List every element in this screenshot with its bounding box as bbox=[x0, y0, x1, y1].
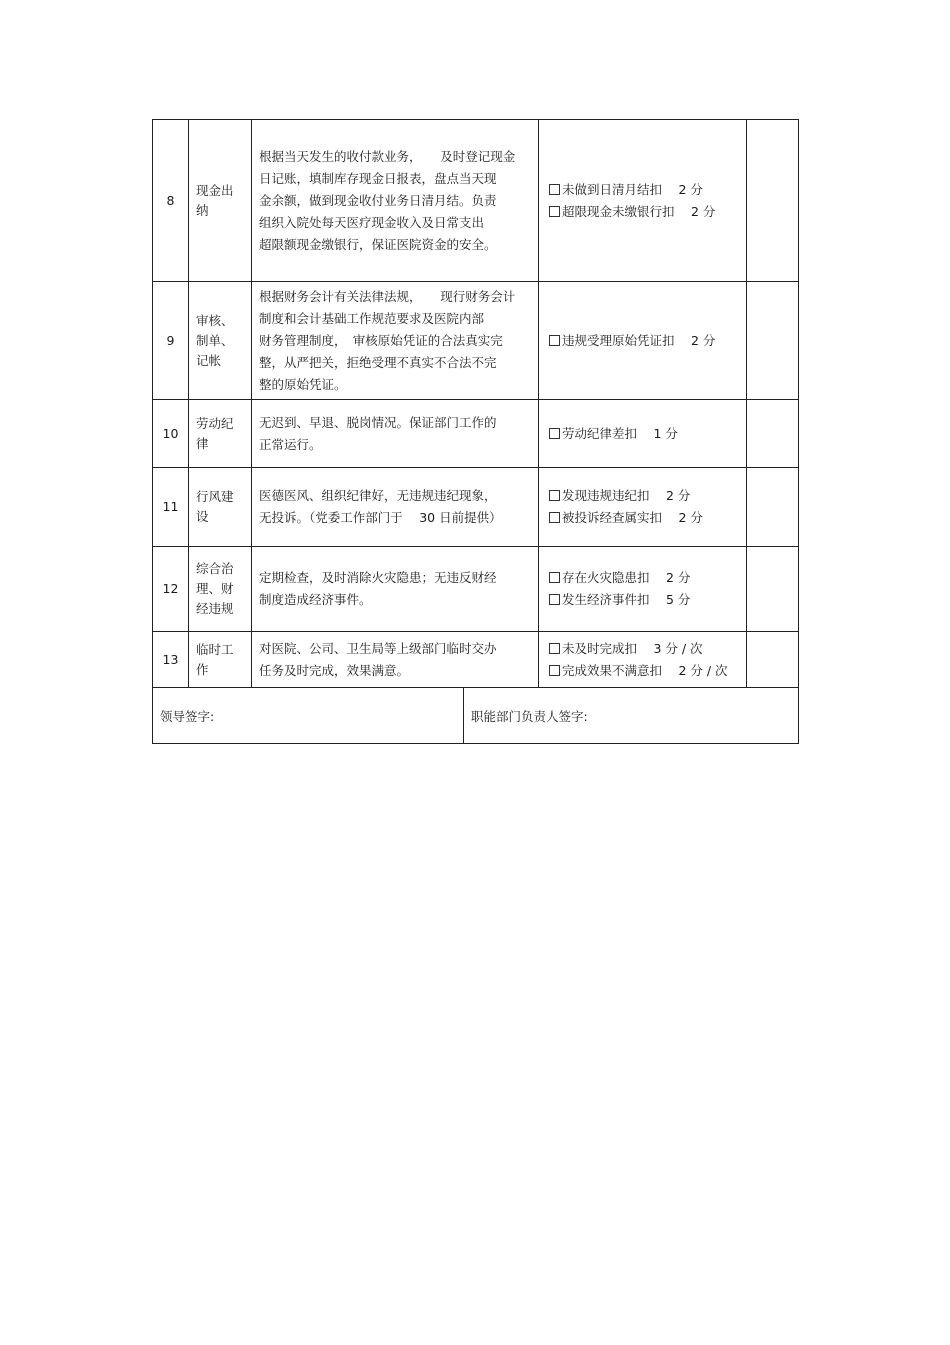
deduction-label: 超限现金未缴银行扣 2 分 bbox=[562, 203, 716, 219]
deduction-option bbox=[549, 507, 740, 529]
assessment-item-line: 综合治 bbox=[196, 561, 234, 576]
deduction-option bbox=[549, 179, 740, 201]
assessment-standard-line: 无迟到、早退、脱岗情况。保证部门工作的 bbox=[259, 414, 497, 430]
score-cell[interactable] bbox=[747, 547, 799, 632]
score-cell[interactable] bbox=[747, 632, 799, 688]
assessment-standard-line: 定期检查，及时消除火灾隐患；无违反财经 bbox=[259, 570, 497, 585]
deduction-checkbox[interactable] bbox=[549, 428, 560, 439]
score-cell[interactable] bbox=[747, 120, 799, 282]
assessment-standard-line: 制度造成经济事件。 bbox=[259, 592, 372, 607]
deduction-option bbox=[549, 589, 740, 611]
assessment-sheet bbox=[152, 119, 798, 744]
assessment-item bbox=[189, 547, 252, 632]
deduction-label: 未做到日清月结扣 2 分 bbox=[562, 181, 703, 197]
assessment-standard bbox=[252, 282, 539, 400]
assessment-item-line: 设 bbox=[196, 509, 209, 524]
assessment-item-line: 临时工 bbox=[196, 641, 234, 657]
assessment-standard-line: 整，从严把关，拒绝受理不真实不合法不完 bbox=[259, 354, 497, 370]
deduction-rules bbox=[539, 468, 747, 547]
table-row bbox=[153, 547, 799, 632]
deduction-option bbox=[549, 201, 740, 223]
department-head-signature-cell[interactable] bbox=[464, 688, 799, 744]
deduction-label: 被投诉经查属实扣 2 分 bbox=[562, 510, 703, 525]
assessment-item-line: 律 bbox=[196, 435, 209, 451]
signature-table bbox=[152, 687, 799, 744]
assessment-item-line: 纳 bbox=[196, 202, 209, 218]
assessment-table-body bbox=[153, 120, 799, 688]
deduction-option bbox=[549, 485, 740, 507]
deduction-checkbox[interactable] bbox=[549, 643, 560, 654]
assessment-standard bbox=[252, 547, 539, 632]
assessment-standard-line: 医德医风、组织纪律好，无违规违纪现象， bbox=[259, 488, 497, 503]
assessment-item-line: 记帐 bbox=[196, 352, 222, 368]
assessment-item-line: 劳动纪 bbox=[196, 415, 234, 431]
deduction-checkbox[interactable] bbox=[549, 490, 560, 501]
score-cell[interactable] bbox=[747, 400, 799, 468]
assessment-standard-line: 对医院、公司、卫生局等上级部门临时交办 bbox=[259, 640, 497, 656]
deduction-option bbox=[549, 567, 740, 589]
deduction-checkbox[interactable] bbox=[549, 206, 560, 217]
assessment-standard-line: 日记账，填制库存现金日报表，盘点当天现 bbox=[259, 170, 497, 186]
assessment-standard-line: 金余额，做到现金收付业务日清月结。负责 bbox=[259, 192, 497, 208]
deduction-rules bbox=[539, 547, 747, 632]
assessment-standard bbox=[252, 632, 539, 688]
table-row bbox=[153, 120, 799, 282]
deduction-rules bbox=[539, 632, 747, 688]
deduction-label: 发现违规违纪扣 2 分 bbox=[562, 488, 691, 503]
deduction-rules bbox=[539, 120, 747, 282]
assessment-item bbox=[189, 120, 252, 282]
assessment-item-line: 经违规 bbox=[196, 601, 234, 616]
deduction-option bbox=[549, 330, 740, 352]
deduction-label: 发生经济事件扣 5 分 bbox=[562, 592, 691, 607]
assessment-standard bbox=[252, 468, 539, 547]
deduction-option bbox=[549, 660, 740, 682]
deduction-label: 存在火灾隐患扣 2 分 bbox=[562, 570, 691, 585]
assessment-item bbox=[189, 632, 252, 688]
assessment-standard bbox=[252, 400, 539, 468]
deduction-rules bbox=[539, 400, 747, 468]
leader-signature-label: 领导签字: bbox=[160, 708, 215, 724]
assessment-item-line: 审核、 bbox=[196, 312, 234, 328]
assessment-item-line: 理、财 bbox=[196, 581, 234, 596]
score-cell[interactable] bbox=[747, 282, 799, 400]
deduction-label: 违规受理原始凭证扣 2 分 bbox=[562, 332, 716, 348]
row-number: 10 bbox=[153, 400, 189, 468]
assessment-standard-line: 无投诉。（党委工作部门于 30 日前提供） bbox=[259, 510, 502, 525]
assessment-standard-line: 任务及时完成，效果满意。 bbox=[259, 662, 410, 678]
table-row bbox=[153, 468, 799, 547]
assessment-item-line: 现金出 bbox=[196, 182, 234, 198]
assessment-standard bbox=[252, 120, 539, 282]
assessment-item-line: 制单、 bbox=[196, 332, 234, 348]
deduction-checkbox[interactable] bbox=[549, 665, 560, 676]
table-row bbox=[153, 632, 799, 688]
table-row bbox=[153, 400, 799, 468]
assessment-standard-line: 整的原始凭证。 bbox=[259, 376, 347, 392]
deduction-checkbox[interactable] bbox=[549, 572, 560, 583]
leader-signature-cell[interactable] bbox=[153, 688, 464, 744]
deduction-rules bbox=[539, 282, 747, 400]
row-number: 9 bbox=[153, 282, 189, 400]
assessment-item bbox=[189, 282, 252, 400]
deduction-checkbox[interactable] bbox=[549, 512, 560, 523]
deduction-checkbox[interactable] bbox=[549, 594, 560, 605]
table-row bbox=[153, 282, 799, 400]
deduction-checkbox[interactable] bbox=[549, 184, 560, 195]
deduction-label: 未及时完成扣 3 分 / 次 bbox=[562, 640, 703, 656]
assessment-standard-line: 根据当天发生的收付款业务， 及时登记现金 bbox=[259, 148, 516, 164]
deduction-option bbox=[549, 638, 740, 660]
score-cell[interactable] bbox=[747, 468, 799, 547]
assessment-standard-line: 制度和会计基础工作规范要求及医院内部 bbox=[259, 310, 485, 326]
deduction-label: 劳动纪律差扣 1 分 bbox=[562, 425, 678, 441]
assessment-standard-line: 财务管理制度， 审核原始凭证的合法真实完 bbox=[259, 332, 503, 348]
assessment-standard-line: 正常运行。 bbox=[259, 436, 322, 452]
assessment-table bbox=[152, 119, 799, 688]
deduction-label: 完成效果不满意扣 2 分 / 次 bbox=[562, 662, 728, 678]
assessment-item-line: 作 bbox=[196, 661, 209, 677]
row-number: 13 bbox=[153, 632, 189, 688]
deduction-option bbox=[549, 423, 740, 445]
assessment-standard-line: 超限额现金缴银行，保证医院资金的安全。 bbox=[259, 236, 497, 252]
assessment-item-line: 行风建 bbox=[196, 489, 234, 504]
deduction-checkbox[interactable] bbox=[549, 335, 560, 346]
row-number: 8 bbox=[153, 120, 189, 282]
row-number: 12 bbox=[153, 547, 189, 632]
assessment-standard-line: 组织入院处每天医疗现金收入及日常支出 bbox=[259, 214, 485, 230]
assessment-standard-line: 根据财务会计有关法律法规， 现行财务会计 bbox=[259, 288, 516, 304]
signature-row bbox=[153, 688, 799, 744]
row-number: 11 bbox=[153, 468, 189, 547]
assessment-item bbox=[189, 468, 252, 547]
assessment-item bbox=[189, 400, 252, 468]
department-head-signature-label: 职能部门负责人签字: bbox=[471, 708, 588, 724]
